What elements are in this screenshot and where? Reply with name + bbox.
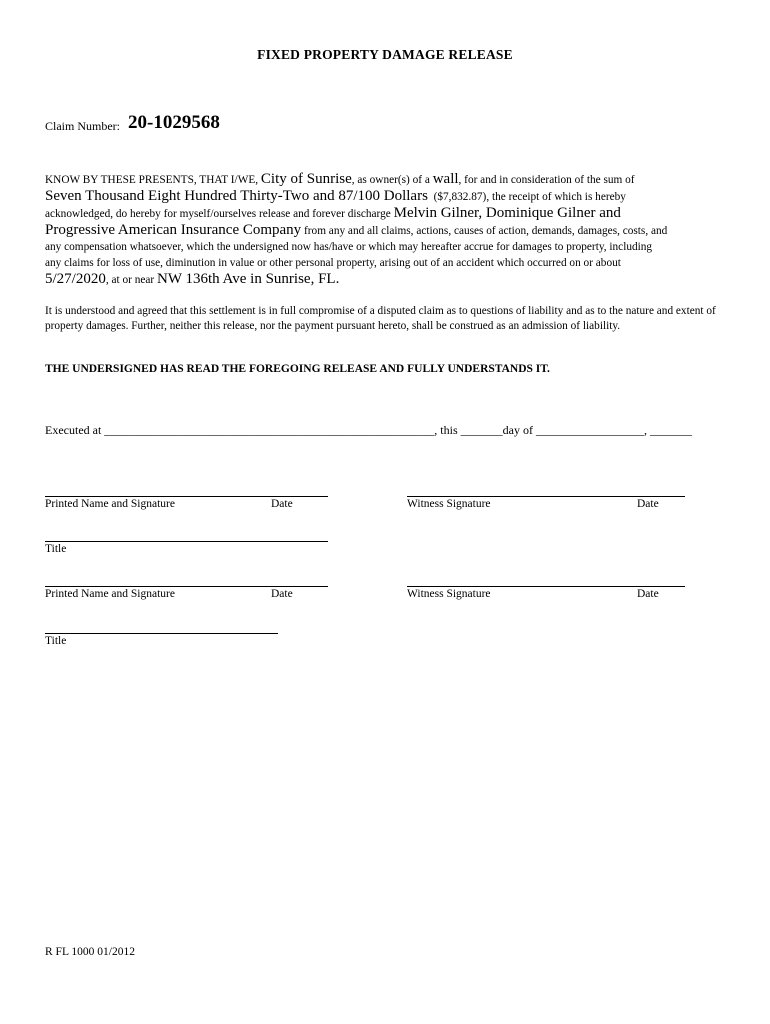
release-intro: KNOW BY THESE PRESENTS, THAT I/WE, xyxy=(45,174,259,186)
release-text: from any and all claims, actions, causes of action, demands, damages, costs, and xyxy=(304,225,668,237)
date-label: Date xyxy=(271,498,293,510)
witness-signature-line[interactable] xyxy=(407,496,685,497)
title-line[interactable] xyxy=(45,541,328,542)
date-label: Date xyxy=(271,588,293,600)
title-label: Title xyxy=(45,543,67,555)
witness-date-label: Date xyxy=(637,498,659,510)
acknowledgement-notice: THE UNDERSIGNED HAS READ THE FOREGOING RELEASE AND FULLY UNDERSTANDS IT. xyxy=(45,363,550,375)
signature-line[interactable] xyxy=(45,496,328,497)
release-text: , at or near xyxy=(105,274,155,286)
accident-location: NW 136th Ave in Sunrise, FL xyxy=(156,271,336,287)
witness-signature-label: Witness Signature xyxy=(407,498,491,510)
printed-name-label: Printed Name and Signature xyxy=(45,588,175,600)
release-text: , as owner(s) of a xyxy=(351,174,430,186)
releasee-names: Melvin Gilner, Dominique Gilner and xyxy=(393,205,621,221)
understanding-paragraph: It is understood and agreed that this settlement is in full compromise of a disputed claim as to questions of liability and as to the nature and extent of property damages. Further, neither this release, nor the payment pursuant hereto, shall be construed as an admission of liability. xyxy=(45,305,716,332)
release-text: any compensation whatsoever, which the undersigned now has/have or which may hereafter accrue for damages to property, including xyxy=(45,241,653,253)
claim-number-label: Claim Number: xyxy=(45,119,120,133)
printed-name-label: Printed Name and Signature xyxy=(45,498,175,510)
amount-figure: ($7,832.87) xyxy=(433,191,487,203)
claim-number-value: 20-1029568 xyxy=(128,112,220,133)
witness-date-label: Date xyxy=(637,588,659,600)
amount-words: Seven Thousand Eight Hundred Thirty-Two and 87/100 Dollars xyxy=(45,188,428,204)
title-label: Title xyxy=(45,635,67,647)
form-number: R FL 1000 01/2012 xyxy=(45,946,135,958)
title-line[interactable] xyxy=(45,633,278,634)
witness-signature-label: Witness Signature xyxy=(407,588,491,600)
property-type: wall xyxy=(432,171,459,187)
release-text: , the receipt of which is hereby xyxy=(486,191,626,203)
release-text: acknowledged, do hereby for myself/ourselves release and forever discharge xyxy=(45,208,391,220)
releasor-name: City of Sunrise xyxy=(260,171,352,187)
signature-line[interactable] xyxy=(45,586,328,587)
release-text: any claims for loss of use, diminution in value or other personal property, arising out of an accident which occurred on or about xyxy=(45,257,621,269)
witness-signature-line[interactable] xyxy=(407,586,685,587)
release-paragraph xyxy=(45,171,725,288)
document-title: FIXED PROPERTY DAMAGE RELEASE xyxy=(257,47,513,62)
release-text: , for and in consideration of the sum of xyxy=(458,174,635,186)
accident-date: 5/27/2020 xyxy=(45,271,106,287)
releasee-company: Progressive American Insurance Company xyxy=(45,222,302,238)
executed-line: Executed at _______________________________________________________, this _______day of __________________, _______ xyxy=(45,423,692,437)
release-text: . xyxy=(335,271,340,287)
